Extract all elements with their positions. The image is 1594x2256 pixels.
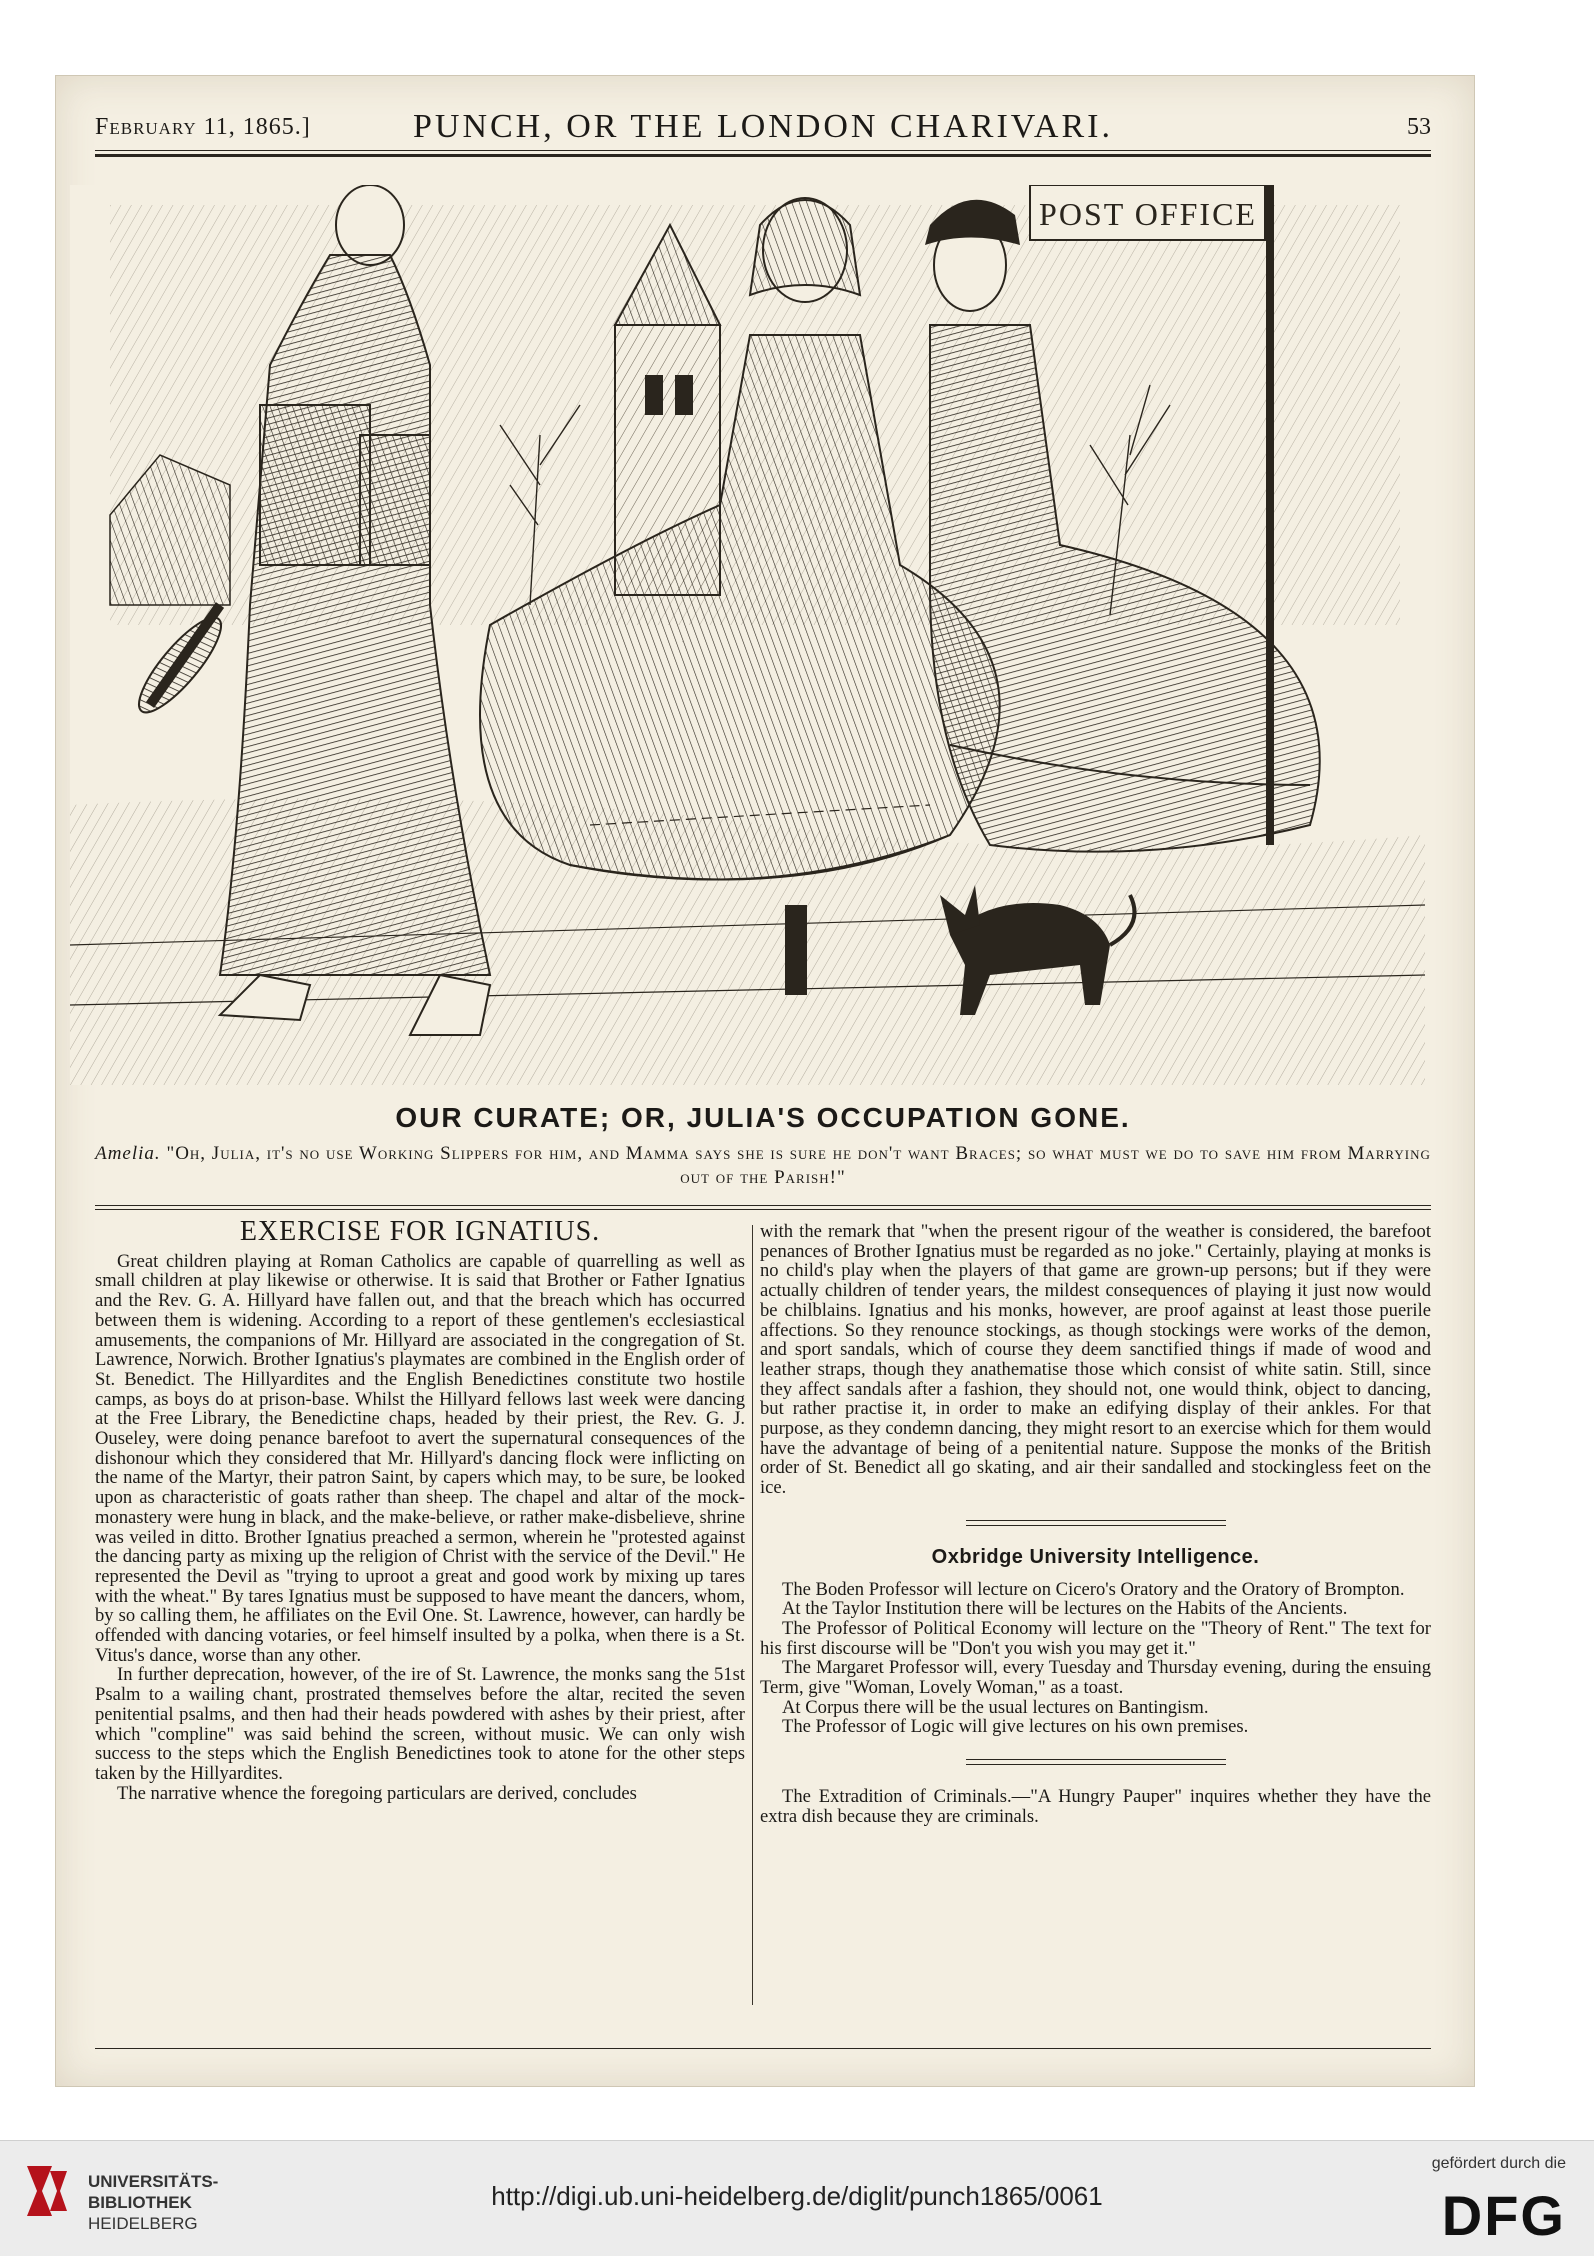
book-bundle [260, 405, 370, 565]
article-column-left [95, 1216, 745, 1804]
article-heading: EXERCISE FOR IGNATIUS. [239, 1216, 601, 1247]
funded-by-label: gefördert durch die [1431, 2155, 1566, 2172]
header-date: February 11, 1865.] [95, 114, 311, 140]
illustration-caption [95, 1142, 1431, 1190]
header-rule-top [95, 150, 1431, 151]
post-office-sign-text: POST OFFICE [1039, 196, 1257, 232]
section-paragraph: At the Taylor Institution there will be lectures on the Habits of the Ancients. [782, 1598, 1348, 1620]
header-rule-bottom [95, 154, 1431, 157]
digitization-footer [0, 2140, 1594, 2256]
caption-speaker: Amelia. [95, 1143, 161, 1164]
closing-paragraph: The Extradition of Criminals.—"A Hungry Pauper" inquires whether they have the extra dish because they are criminals. [760, 1786, 1431, 1827]
page-number: 53 [1407, 114, 1431, 140]
article-column-right [760, 1222, 1431, 1827]
caption-rule [95, 1205, 1431, 1206]
library-name-line: HEIDELBERG [88, 2214, 198, 2233]
section-paragraph: At Corpus there will be the usual lectures on Bantingism. [782, 1696, 1209, 1718]
section-divider [966, 1764, 1226, 1765]
header-title: PUNCH, OR THE LONDON CHARIVARI. [412, 108, 1113, 145]
illustration-caption-title: OUR CURATE; OR, JULIA'S OCCUPATION GONE. [395, 1102, 1131, 1133]
dfg-logo: DFG [1441, 2184, 1566, 2247]
column-divider [752, 1225, 753, 2005]
cartoon-illustration [70, 185, 1425, 1085]
library-name-line: BIBLIOTHEK [88, 2193, 192, 2212]
running-header [95, 108, 1431, 148]
section-paragraph: The Boden Professor will lecture on Cicero's Oratory and the Oratory of Brompton. [782, 1578, 1405, 1600]
article-paragraph: The narrative whence the foregoing particulars are derived, concludes [117, 1782, 637, 1804]
section-paragraph: The Margaret Professor will, every Tuesday and Thursday evening, during the ensuing Term, give "Woman, Lovely Woman," as a toast. [760, 1657, 1431, 1699]
section-heading: Oxbridge University Intelligence. [931, 1545, 1260, 1568]
page-bottom-rule [95, 2048, 1431, 2049]
caption-dialogue: "Oh, Julia, it's no use Working Slippers for him, and Mamma says she is sure he don't want Braces; so what must we do to save him from Marrying out of the Parish!" [166, 1143, 1431, 1188]
article-paragraph: In further deprecation, however, of the ire of St. Lawrence, the monks sang the 51st Psalm to a wailing chant, prostrated themselves before the altar, recited the seven penitential psalms, and then had their heads powdered with ashes by their priest, after which "compline" was said behind the screen, without music. We can only wish success to the steps which the English Benedictines took to atone for the other steps taken by the Hillyardites. [95, 1664, 745, 1784]
article-continuation: with the remark that "when the present rigour of the weather is considered, the barefoot penances of Brother Ignatius must be regarded as no joke." Certainly, playing at monks is no child's play when the players of that game are grown-up persons; but if they were actually children of tender years, the mildest consequences of playing it just now would be chilblains. Ignatius and his monks, however, are proof against at least those puerile affections. So they renounce stockings, as though stockings were works of the demon, and sport sandals, which of course they deem sanctified things if made of wood and leather straps, though they anathematise those which consist of white satin. Still, since they affect sandals after a fashion, they should not, one would think, object to dancing, but rather practise it, in order to make an edifying display of their ankles. For that purpose, as they condemn dancing, they might resort to an exercise which for them would have the advantage of being of a penitential nature. Suppose the monks of the British order of St. Benedict all go skating, and air their sandalled and stockingless feet on the ice. [760, 1221, 1431, 1499]
article-paragraph: Great children playing at Roman Catholics are capable of quarrelling as well as small children at play likewise or otherwise. It is said that Brother or Father Ignatius and the Rev. G. A. Hillyard have fallen out, and that the breach which has occurred between them is widening. According to a report of these gentlemen's ecclesiastical amusements, the companions of Mr. Hillyard are associated in the congregation of St. Lawrence, Norwich. Brother Ignatius's playmates are combined in the English order of St. Benedict. The Hillyardites and the English Benedictines constitute two hostile camps, as boys do at prison-base. Whilst the Hillyard fellows last week were dancing at the Free Library, the Benedictine chaps, headed by their priest, the Rev. G. J. Ouseley, were doing penance barefoot to avert the supernatural consequences of the dishonour which they considered that Mr. Hillyard's dancing flock were inflicting on the name of the Martyr, their patron Saint, by capers which may, to be sure, be looked upon as characteristic of goats rather than sheep. The chapel and altar of the mock-monastery were hung in black, and the make-believe, or rather make-disbelieve, shrine was veiled in ditto. Brother Ignatius preached a sermon, wherein he "protested against the dancing party as mixing up the religion of Christ with the service of the Devil." He represented the Devil as "trying to uproot a great and good work by mixing up tares with the wheat." By tares Ignatius must be supposed to have meant the dancers, whom, by so calling them, he affiliates on the Evil One. St. Lawrence, however, can hardly be offended with dancing votaries, or feel himself insulted by a polka, when there is a St. Vitus's dance, worse than any other. [95, 1250, 745, 1666]
section-paragraph: The Professor of Logic will give lectures on his own premises. [782, 1716, 1249, 1738]
section-divider [966, 1520, 1226, 1521]
section-paragraph: The Professor of Political Economy will lecture on the "Theory of Rent." The text for his first discourse will be "Don't you wish you may get it." [760, 1617, 1431, 1659]
caption-rule-2 [95, 1209, 1431, 1210]
library-name-line: UNIVERSITÄTS- [88, 2172, 219, 2191]
section-divider [966, 1525, 1226, 1526]
source-url-link[interactable]: http://digi.ub.uni-heidelberg.de/diglit/punch1865/0061 [491, 2181, 1103, 2211]
section-divider [966, 1759, 1226, 1760]
